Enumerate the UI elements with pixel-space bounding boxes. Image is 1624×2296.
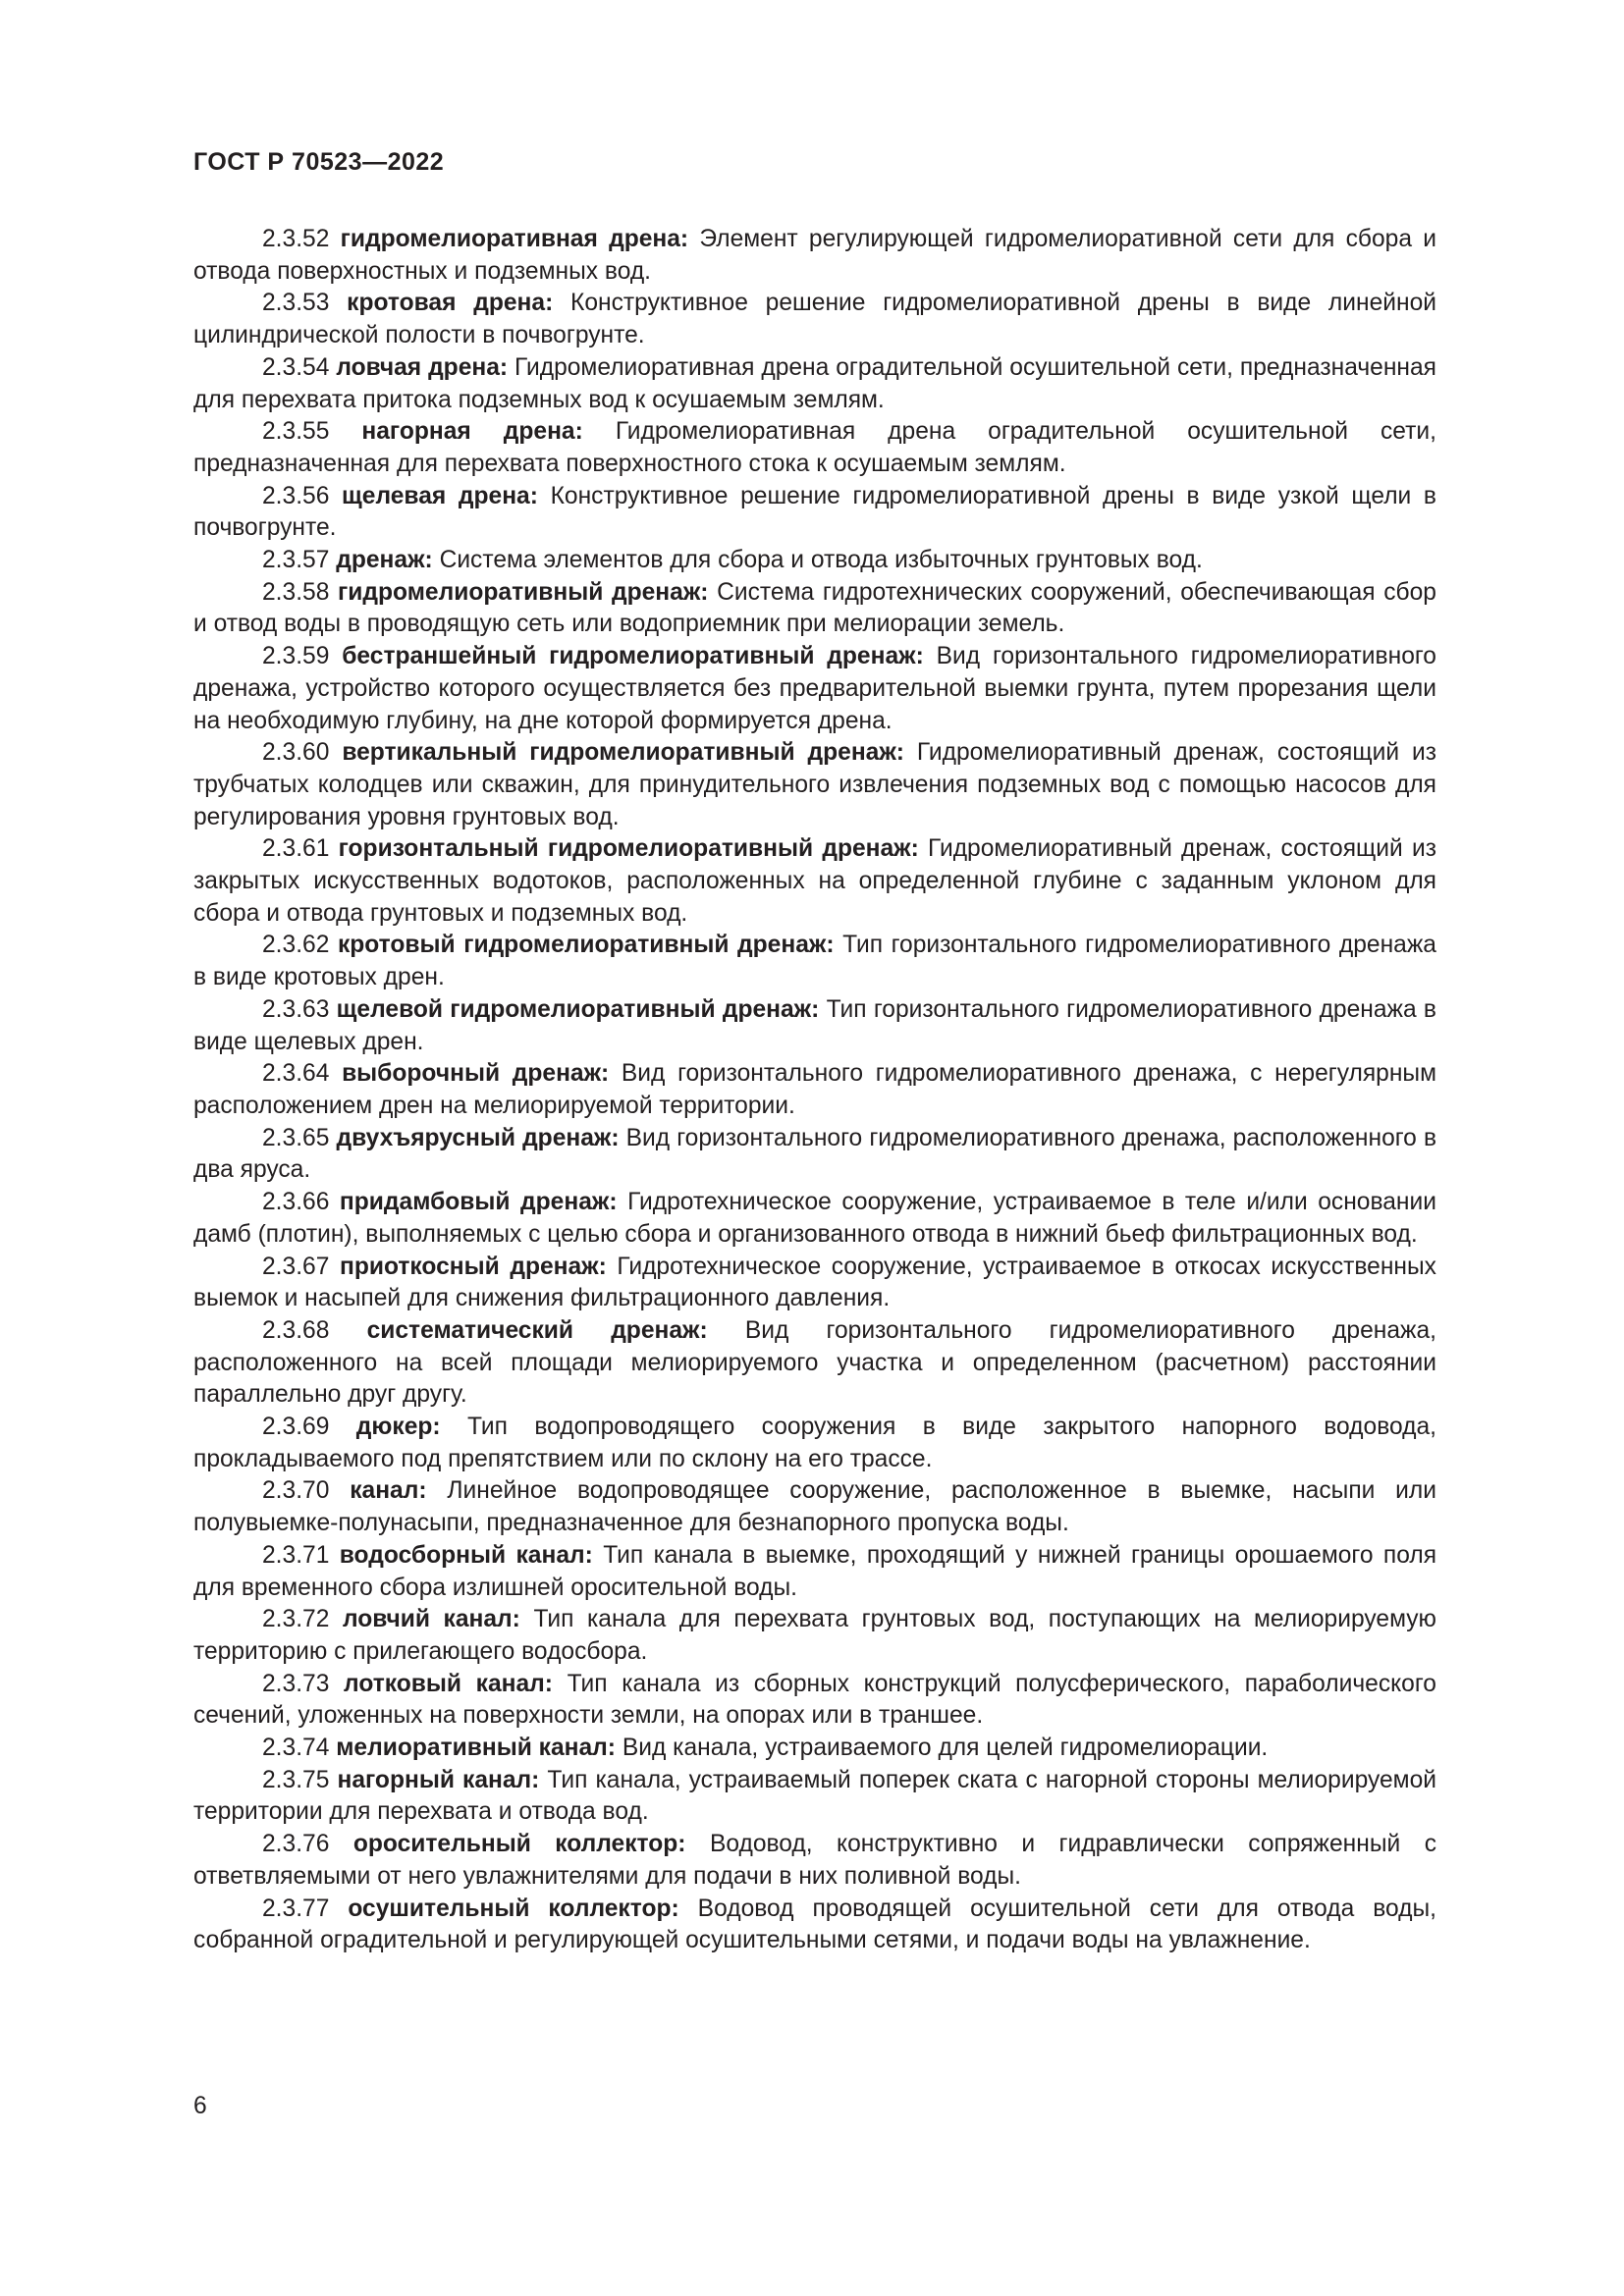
definition-entry (193, 1252, 1436, 1315)
entry-term: дренаж: (336, 547, 433, 574)
entry-number: 2.3.67 (262, 1253, 330, 1280)
entry-definition: Гидротехническое сооружение, устраиваемое в теле и/или основании дамб (плотин), выполняемых с целью сбора и организованного отвода в нижний бьеф фильтрационных вод. (193, 1189, 1436, 1248)
definition-entry (193, 481, 1436, 545)
entry-term: двухъярусный дренаж: (336, 1124, 620, 1151)
entry-term: бестраншейный гидромелиоративный дренаж: (342, 643, 924, 670)
definition-entry (193, 1829, 1436, 1893)
entry-term: горизонтальный гидромелиоративный дренаж: (338, 835, 919, 863)
entry-definition: Вид горизонтального гидромелиоративного дренажа, с нерегулярным расположением дрен на мелиорируемой территории. (193, 1060, 1436, 1119)
definition-entry (193, 1123, 1436, 1187)
entry-definition: Конструктивное решение гидромелиоративной дрены в виде узкой щели в почвогрунте. (193, 482, 1436, 542)
entry-number: 2.3.68 (262, 1316, 330, 1344)
definition-entry (193, 1604, 1436, 1668)
entry-number: 2.3.60 (262, 739, 330, 767)
entry-number: 2.3.75 (262, 1766, 330, 1793)
entry-number: 2.3.74 (262, 1735, 330, 1762)
entry-term: гидромелиоративная дрена: (340, 226, 689, 252)
entry-definition: Водовод проводящей осушительной сети для отвода воды, собранной оградительной и регулирующей осушительными сетями, и подачи воды на увлажнение. (193, 1895, 1436, 1954)
entry-term: придамбовый дренаж: (339, 1189, 618, 1216)
entry-term: дюкер: (355, 1414, 441, 1441)
definition-entry (193, 1540, 1436, 1604)
entry-term: нагорная дрена: (361, 418, 583, 446)
entry-term: водосборный канал: (339, 1541, 593, 1569)
entry-number: 2.3.71 (262, 1541, 330, 1569)
entry-number: 2.3.65 (262, 1124, 330, 1151)
entry-term: вертикальный гидромелиоративный дренаж: (342, 739, 904, 767)
page-number: 6 (193, 2093, 207, 2119)
entry-definition: Тип канала из сборных конструкций полусферического, параболического сечений, уложенных на поверхности земли, на опорах или в траншее. (193, 1670, 1436, 1730)
entry-definition: Тип канала в выемке, проходящий у нижней границы орошаемого поля для временного сбора излишней оросительной воды. (193, 1541, 1437, 1601)
definition-entry (193, 1187, 1436, 1251)
definition-entry (193, 930, 1436, 993)
definition-entry (193, 994, 1436, 1058)
entry-definition: Вид канала, устраиваемого для целей гидромелиорации. (622, 1735, 1269, 1762)
entry-definition: Водовод, конструктивно и гидравлически сопряженный с ответвляемыми от него увлажнителями для подачи в них поливной воды. (193, 1831, 1436, 1890)
entry-definition: Тип канала, устраиваемый поперек ската с нагорной стороны мелиорируемой территории для перехвата и отвода вод. (193, 1766, 1436, 1826)
definition-entry (193, 1315, 1436, 1412)
entry-term: щелевая дрена: (342, 482, 538, 509)
entry-number: 2.3.54 (262, 353, 330, 381)
entry-definition: Линейное водопроводящее сооружение, расположенное в выемке, насыпи или полувыемке-полунасыпи, предназначенное для безнапорного пропуска воды. (193, 1477, 1437, 1537)
entry-number: 2.3.57 (262, 547, 330, 574)
entry-number: 2.3.73 (262, 1670, 330, 1697)
entry-number: 2.3.69 (262, 1414, 330, 1441)
definition-entry (193, 545, 1436, 577)
entry-term: ловчая дрена: (336, 353, 509, 381)
entry-number: 2.3.70 (262, 1477, 330, 1505)
entry-definition: Гидротехническое сооружение, устраиваемое в откосах искусственных выемок и насыпей для снижения фильтрационного давления. (193, 1253, 1436, 1312)
entry-number: 2.3.58 (262, 578, 330, 606)
definition-entry (193, 352, 1436, 416)
entry-number: 2.3.77 (262, 1895, 330, 1922)
entry-definition: Тип канала для перехвата грунтовых вод, поступающих на мелиорируемую территорию с прилегающего водосбора. (193, 1606, 1436, 1665)
entry-definition: Система элементов для сбора и отвода избыточных грунтовых вод. (439, 547, 1203, 574)
entry-term: приоткосный дренаж: (339, 1253, 607, 1280)
entry-term: канал: (350, 1477, 427, 1505)
definition-entry (193, 224, 1436, 288)
entry-number: 2.3.76 (262, 1831, 330, 1858)
entry-term: кротовый гидромелиоративный дренаж: (337, 932, 835, 959)
entry-definition: Гидромелиоративный дренаж, состоящий из трубчатых колодцев или скважин, для принудительного извлечения подземных вод с помощью насосов для регулирования уровня грунтовых вод. (193, 739, 1436, 830)
entry-number: 2.3.55 (262, 418, 330, 446)
entry-term: кротовая дрена: (347, 290, 554, 317)
entry-term: лотковый канал: (344, 1670, 553, 1697)
entry-definition: Гидромелиоративный дренаж, состоящий из закрытых искусственных водотоков, расположенных на определенной глубине с заданным уклоном для сбора и отвода грунтовых и подземных вод. (193, 835, 1436, 927)
entry-term: гидромелиоративный дренаж: (338, 578, 709, 606)
definition-entry (193, 1412, 1436, 1475)
entry-number: 2.3.52 (262, 226, 330, 252)
entry-number: 2.3.53 (262, 290, 330, 317)
entry-definition: Гидромелиоративная дрена оградительной осушительной сети, предназначенная для перехвата поверхностного стока к осушаемым землям. (193, 418, 1436, 477)
definition-entry (193, 833, 1436, 930)
entry-number: 2.3.66 (262, 1189, 330, 1216)
entry-number: 2.3.72 (262, 1606, 330, 1633)
entry-term: ловчий канал: (342, 1606, 520, 1633)
entry-definition: Элемент регулирующей гидромелиоративной сети для сбора и отвода поверхностных и подземных вод. (193, 226, 1436, 285)
entry-definition: Конструктивное решение гидромелиоративной дрены в виде линейной цилиндрической полости в почвогрунте. (193, 290, 1436, 349)
entry-definition: Тип водопроводящего сооружения в виде закрытого напорного водовода, прокладываемого под препятствием или по склону на его трассе. (193, 1414, 1436, 1472)
definition-entry (193, 1669, 1436, 1733)
definitions-list (193, 224, 1436, 1957)
entry-definition: Вид горизонтального гидромелиоративного дренажа, устройство которого осуществляется без предварительной выемки грунта, путем прорезания щели на необходимую глубину, на дне которой формируется дрена. (193, 643, 1436, 734)
entry-term: нагорный канал: (337, 1766, 540, 1793)
entry-term: осушительный коллектор: (348, 1895, 679, 1922)
entry-definition: Вид горизонтального гидромелиоративного дренажа, расположенного на всей площади мелиорируемого участка и определенном (расчетном) расстоянии параллельно друг другу. (193, 1316, 1436, 1409)
document-id-header: ГОСТ Р 70523—2022 (193, 148, 445, 176)
definition-entry (193, 1058, 1436, 1122)
entry-definition: Гидромелиоративная дрена оградительной осушительной сети, предназначенная для перехвата притока подземных вод к осушаемым землям. (193, 353, 1436, 413)
entry-definition: Система гидротехнических сооружений, обеспечивающая сбор и отвод воды в проводящую сеть или водоприемник при мелиорации земель. (193, 578, 1436, 638)
definition-entry (193, 416, 1436, 480)
definition-entry (193, 1894, 1436, 1957)
entry-number: 2.3.63 (262, 995, 330, 1023)
entry-definition: Вид горизонтального гидромелиоративного дренажа, расположенного в два яруса. (193, 1124, 1437, 1184)
entry-number: 2.3.62 (262, 932, 330, 959)
entry-number: 2.3.59 (262, 643, 330, 670)
entry-term: систематический дренаж: (366, 1316, 708, 1344)
entry-definition: Тип горизонтального гидромелиоративного дренажа в виде щелевых дрен. (193, 995, 1436, 1055)
entry-number: 2.3.64 (262, 1060, 330, 1088)
entry-definition: Тип горизонтального гидромелиоративного дренажа в виде кротовых дрен. (193, 932, 1436, 991)
entry-number: 2.3.56 (262, 482, 330, 509)
definition-entry (193, 737, 1436, 833)
definition-entry (193, 288, 1436, 351)
entry-term: щелевой гидромелиоративный дренаж: (336, 995, 820, 1023)
entry-number: 2.3.61 (262, 835, 330, 863)
entry-term: выборочный дренаж: (342, 1060, 610, 1088)
definition-entry (193, 1765, 1436, 1829)
definition-entry (193, 1733, 1436, 1765)
definition-entry (193, 641, 1436, 737)
definition-entry (193, 577, 1436, 641)
entry-term: оросительный коллектор: (352, 1831, 686, 1858)
definition-entry (193, 1475, 1436, 1539)
entry-term: мелиоративный канал: (336, 1735, 616, 1762)
